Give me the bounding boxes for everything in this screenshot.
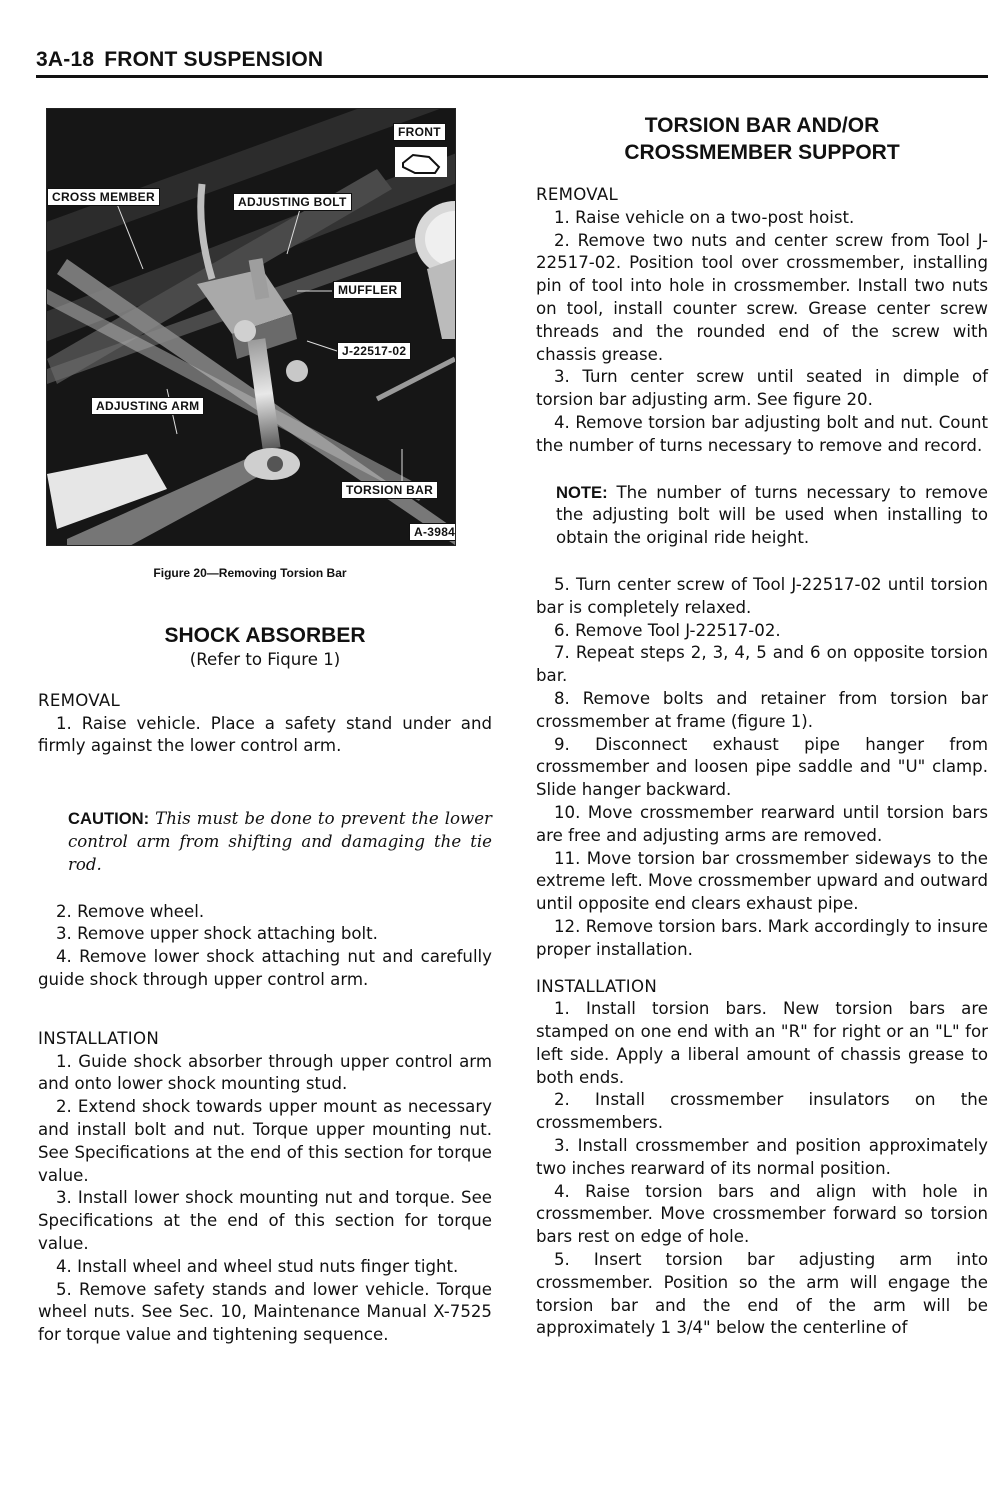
note-text: The number of turns necessary to remove the adjusting bolt will be used when installing to obtain the original ride height. [556,482,988,548]
step: 2. Remove two nuts and center screw from Tool J-22517-02. Position tool over crossmember, installing pin of tool into hole in crossmember. Install two nuts on tool, install counter screw. Grease center screw threads and the rounded end of the screw with chassis grease. [536,230,988,364]
section-subtitle: (Refer to Fiqure 1) [189,650,341,669]
step: 9. Disconnect exhaust pipe hanger from crossmember and loosen pipe saddle and "U" clamp. Slide hanger backward. [536,734,988,800]
label-adjusting-bolt: ADJUSTING BOLT [233,193,352,211]
label-muffler: MUFFLER [333,281,402,299]
undercarriage-photo-illustration [47,109,455,545]
section-number: 3A-18 [36,48,95,71]
subheading-installation: INSTALLATION [38,1028,160,1048]
header-rule [36,75,988,78]
step: 12. Remove torsion bars. Mark accordingly to insure proper installation. [536,916,988,959]
section-title: FRONT SUSPENSION [104,48,324,71]
step: 3. Turn center screw until seated in dimple of torsion bar adjusting arm. See figure 20. [536,367,988,410]
step: 2. Install crossmember insulators on the crossmembers. [536,1090,988,1133]
step: 4. Install wheel and wheel stud nuts finger tight. [56,1256,459,1276]
label-cross-member: CROSS MEMBER [47,188,160,206]
step: 4. Remove torsion bar adjusting bolt and nut. Count the number of turns necessary to remove and record. [536,412,988,455]
step: 4. Remove lower shock attaching nut and carefully guide shock through upper control arm. [38,947,492,989]
step: 7. Repeat steps 2, 3, 4, 5 and 6 on opposite torsion bar. [536,643,988,686]
caution-block [38,808,492,876]
note-block [536,482,988,550]
label-tool-number: J-22517-02 [337,342,411,360]
step: 5. Insert torsion bar adjusting arm into crossmember. Position so the arm will engage the torsion bar and the end of the arm will be approximately 1 3/4" below the centerline of [536,1250,988,1338]
subheading-installation: INSTALLATION [536,976,658,996]
label-figure-id: A-3984 [409,523,456,541]
step: 4. Raise torsion bars and align with hole in crossmember. Move crossmember forward so torsion bars rest on edge of hole. [536,1181,988,1247]
step: 10. Move crossmember rearward until torsion bars are free and adjusting arms are removed. [536,802,988,845]
step: 2. Remove wheel. [56,901,205,921]
torsion-bar-section [536,112,988,1340]
step: 2. Extend shock towards upper mount as necessary and install bolt and nut. Torque upper mounting nut. See Specifications at the end of this section for torque value. [38,1097,492,1185]
page-header [36,48,323,72]
step: 8. Remove bolts and retainer from torsion bar crossmember at frame (figure 1). [536,688,988,731]
caution-text: This must be done to prevent the lower control arm from shifting and damaging the tie rod. [68,809,492,874]
figure-20-photo [46,108,456,546]
figure-caption: Figure 20—Removing Torsion Bar [153,566,347,580]
label-adjusting-arm: ADJUSTING ARM [91,397,204,415]
step: 3. Install crossmember and position approximately two inches rearward of its normal position. [536,1136,988,1178]
note-label: NOTE: [556,482,608,502]
step: 3. Remove upper shock attaching bolt. [56,924,378,944]
step: 6. Remove Tool J-22517-02. [554,620,781,640]
section-heading-shock-absorber: SHOCK ABSORBER [164,624,366,647]
step: 3. Install lower shock mounting nut and torque. See Specifications at the end of this section for torque value. [38,1188,492,1253]
step: 5. Turn center screw of Tool J-22517-02 until torsion bar is completely relaxed. [536,574,988,617]
step: 5. Remove safety stands and lower vehicle. Torque wheel nuts. See Sec. 10, Maintenance Manual X-7525 for torque value and tightening sequence. [38,1279,492,1345]
subheading-removal: REMOVAL [536,185,619,204]
step: 1. Install torsion bars. New torsion bars are stamped on one end with an "R" for right or an "L" for left side. Apply a liberal amount of chassis grease to both ends. [536,999,988,1087]
step: 1. Guide shock absorber through upper control arm and onto lower shock mounting stud. [38,1051,492,1094]
label-front: FRONT [393,123,446,141]
step: 1. Raise vehicle on a two-post hoist. [554,207,855,227]
section-heading-torsion-bar-line1: TORSION BAR AND/OR [644,114,880,137]
section-heading-torsion-bar-line2: CROSSMEMBER SUPPORT [624,141,900,164]
step: 1. Raise vehicle. Place a safety stand under and firmly against the lower control arm. [38,713,492,756]
shock-absorber-section [38,622,492,1347]
caution-label: CAUTION: [68,809,150,829]
subheading-removal: REMOVAL [38,690,121,710]
label-torsion-bar: TORSION BAR [341,481,438,499]
step: 11. Move torsion bar crossmember sideways to the extreme left. Move crossmember upward and outward until opposite end clears exhaust pipe. [536,848,988,914]
